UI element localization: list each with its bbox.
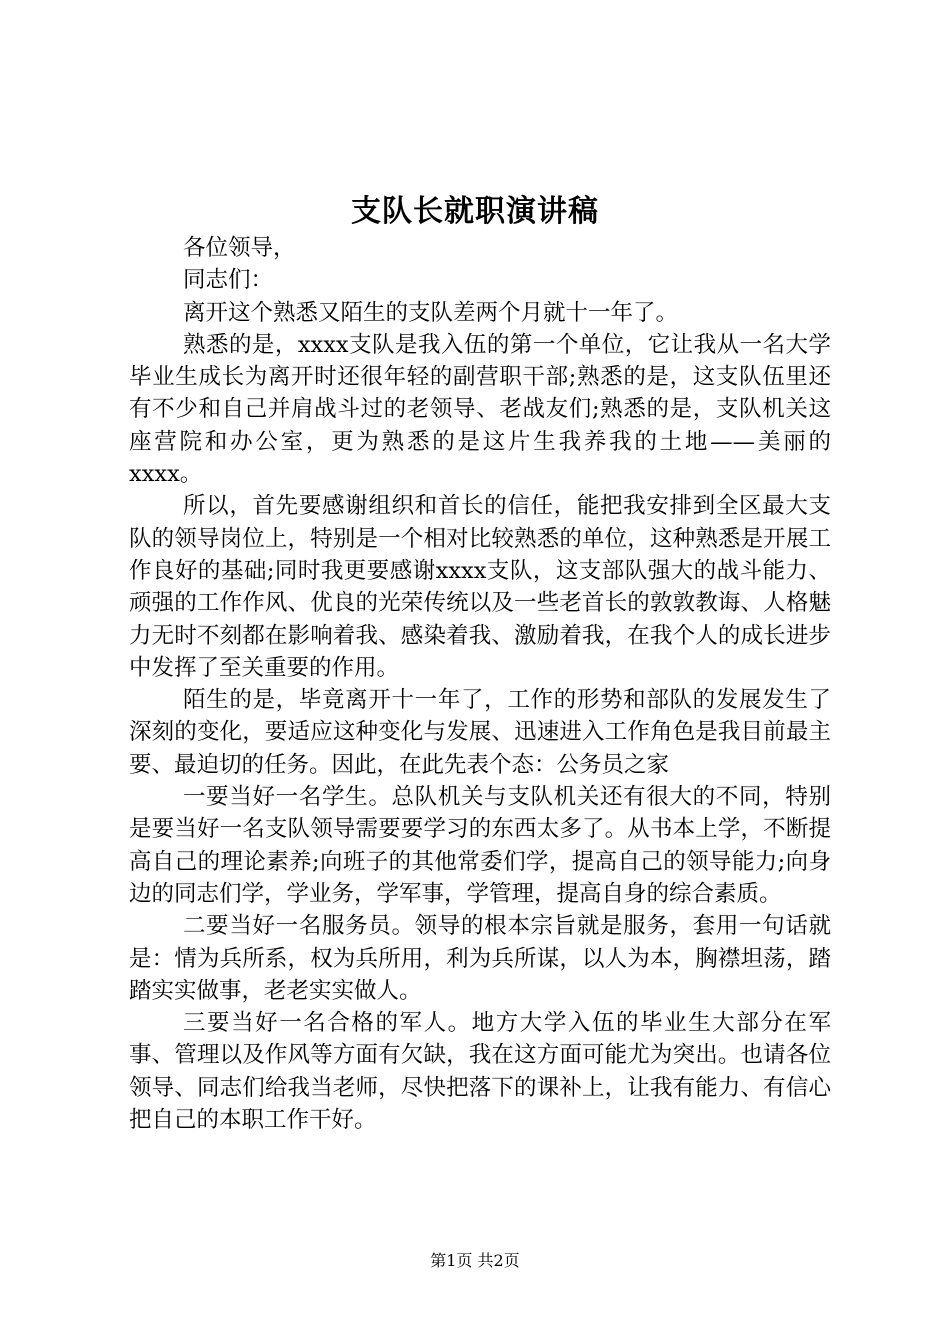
document-body (129, 232, 831, 1136)
document-title: 支队长就职演讲稿 (351, 194, 599, 229)
page-footer: 第1页 共2页 (430, 1251, 520, 1270)
paragraph-salutation-comrades: 同志们： (183, 267, 274, 294)
paragraph-salutation-leaders: 各位领导， (183, 235, 296, 261)
paragraph: 二要当好一名服务员。领导的根本宗旨就是服务，套用一句话就是：情为兵所系，权为兵所用，利为兵所谋，以人为本，胸襟坦荡，踏踏实实做事，老老实实做人。 (129, 913, 831, 1004)
paragraph: 所以，首先要感谢组织和首长的信任，能把我安排到全区最大支队的领导岗位上，特别是一个相对比较熟悉的单位，这种熟悉是开展工作良好的基础;同时我更要感谢xxxx支队，这支部队强大的战斗能力、顽强的工作作风、优良的光荣传统以及一些老首长的敦敦教诲、人格魅力无时不刻都在影响着我、感染着我、激励着我，在我个人的成长进步中发挥了至关重要的作用。 (129, 493, 831, 681)
paragraph: 陌生的是，毕竟离开十一年了，工作的形势和部队的发展发生了深刻的变化，要适应这种变化与发展、迅速进入工作角色是我目前最主要、最迫切的任务。因此，在此先表个态：公务员之家 (129, 687, 831, 778)
paragraph: 熟悉的是，xxxx支队是我入伍的第一个单位，它让我从一名大学毕业生成长为离开时还很年轻的副营职干部;熟悉的是，这支队伍里还有不少和自己并肩战斗过的老领导、老战友们;熟悉的是，支队机关这座营院和办公室，更为熟悉的是这片生我养我的土地——美丽的xxxx。 (129, 331, 831, 488)
paragraph: 三要当好一名合格的军人。地方大学入伍的毕业生大部分在军事、管理以及作风等方面有欠缺，我在这方面可能尤为突出。也请各位领导、同志们给我当老师，尽快把落下的课补上，让我有能力、有信心把自己的本职工作干好。 (129, 1010, 831, 1134)
paragraph: 一要当好一名学生。总队机关与支队机关还有很大的不同，特别是要当好一名支队领导需要要学习的东西太多了。从书本上学，不断提高自己的理论素养;向班子的其他常委们学，提高自己的领导能力;向身边的同志们学，学业务，学军事，学管理，提高自身的综合素质。 (129, 784, 831, 907)
paragraph: 离开这个熟悉又陌生的支队差两个月就十一年了。 (183, 299, 679, 326)
